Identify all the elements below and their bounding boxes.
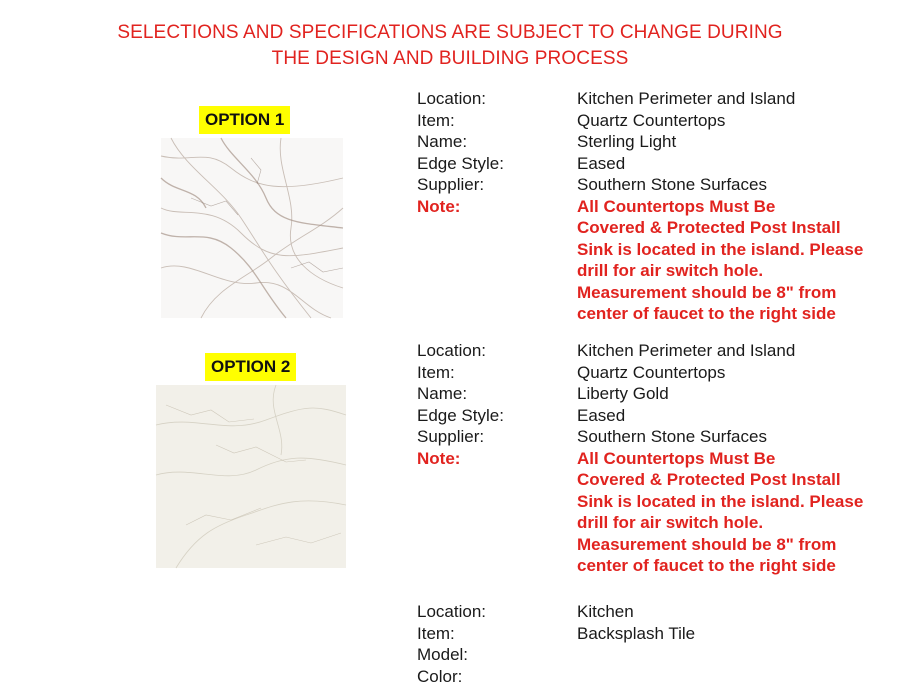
note-line: drill for air switch hole. xyxy=(577,512,887,534)
item-label: Item: xyxy=(417,362,455,384)
supplier-value: Southern Stone Surfaces xyxy=(577,426,767,448)
note-label: Note: xyxy=(417,196,460,218)
spec-row-color xyxy=(417,666,887,687)
spec-row-name xyxy=(417,383,887,405)
note-label: Note: xyxy=(417,448,460,470)
spec-row-edge-style xyxy=(417,153,887,175)
note-line: Measurement should be 8" from xyxy=(577,534,887,556)
item-value: Quartz Countertops xyxy=(577,362,725,384)
name-label: Name: xyxy=(417,383,467,405)
location-value: Kitchen xyxy=(577,601,634,623)
option-2-specs xyxy=(417,340,887,577)
option-2-swatch-image xyxy=(156,385,346,568)
item-value: Quartz Countertops xyxy=(577,110,725,132)
note-line: center of faucet to the right side xyxy=(577,303,887,325)
note-text xyxy=(577,448,887,577)
note-line: All Countertops Must Be xyxy=(577,448,887,470)
name-label: Name: xyxy=(417,131,467,153)
option-2-tag: OPTION 2 xyxy=(205,353,296,381)
location-value: Kitchen Perimeter and Island xyxy=(577,340,795,362)
spec-row-model xyxy=(417,644,887,666)
edge-style-label: Edge Style: xyxy=(417,405,504,427)
item-value: Backsplash Tile xyxy=(577,623,695,645)
spec-row-supplier xyxy=(417,426,887,448)
model-label: Model: xyxy=(417,644,468,666)
spec-row-location xyxy=(417,340,887,362)
location-label: Location: xyxy=(417,340,486,362)
name-value: Sterling Light xyxy=(577,131,676,153)
supplier-label: Supplier: xyxy=(417,174,484,196)
location-label: Location: xyxy=(417,601,486,623)
spec-row-item xyxy=(417,362,887,384)
spec-row-location xyxy=(417,601,887,623)
note-text xyxy=(577,196,887,325)
disclaimer-line-2: THE DESIGN AND BUILDING PROCESS xyxy=(60,46,840,72)
spec-row-location xyxy=(417,88,887,110)
note-line: Sink is located in the island. Please xyxy=(577,491,887,513)
edge-style-label: Edge Style: xyxy=(417,153,504,175)
item-label: Item: xyxy=(417,110,455,132)
spec-row-note xyxy=(417,196,887,325)
edge-style-value: Eased xyxy=(577,405,625,427)
note-line: Covered & Protected Post Install xyxy=(577,217,887,239)
spec-row-item xyxy=(417,110,887,132)
supplier-value: Southern Stone Surfaces xyxy=(577,174,767,196)
note-line: Covered & Protected Post Install xyxy=(577,469,887,491)
edge-style-value: Eased xyxy=(577,153,625,175)
option-1-swatch-image xyxy=(161,138,343,318)
location-label: Location: xyxy=(417,88,486,110)
spec-row-edge-style xyxy=(417,405,887,427)
spec-row-name xyxy=(417,131,887,153)
item-label: Item: xyxy=(417,623,455,645)
supplier-label: Supplier: xyxy=(417,426,484,448)
option-1-tag: OPTION 1 xyxy=(199,106,290,134)
name-value: Liberty Gold xyxy=(577,383,669,405)
note-line: center of faucet to the right side xyxy=(577,555,887,577)
location-value: Kitchen Perimeter and Island xyxy=(577,88,795,110)
spec-row-item xyxy=(417,623,887,645)
spec-row-note xyxy=(417,448,887,577)
note-line: Sink is located in the island. Please xyxy=(577,239,887,261)
note-line: drill for air switch hole. xyxy=(577,260,887,282)
note-line: Measurement should be 8" from xyxy=(577,282,887,304)
disclaimer-line-1: SELECTIONS AND SPECIFICATIONS ARE SUBJECT TO CHANGE DURING xyxy=(60,20,840,46)
disclaimer-heading xyxy=(60,20,840,72)
spec-row-supplier xyxy=(417,174,887,196)
backsplash-specs xyxy=(417,601,887,687)
color-label: Color: xyxy=(417,666,462,687)
note-line: All Countertops Must Be xyxy=(577,196,887,218)
option-1-specs xyxy=(417,88,887,325)
